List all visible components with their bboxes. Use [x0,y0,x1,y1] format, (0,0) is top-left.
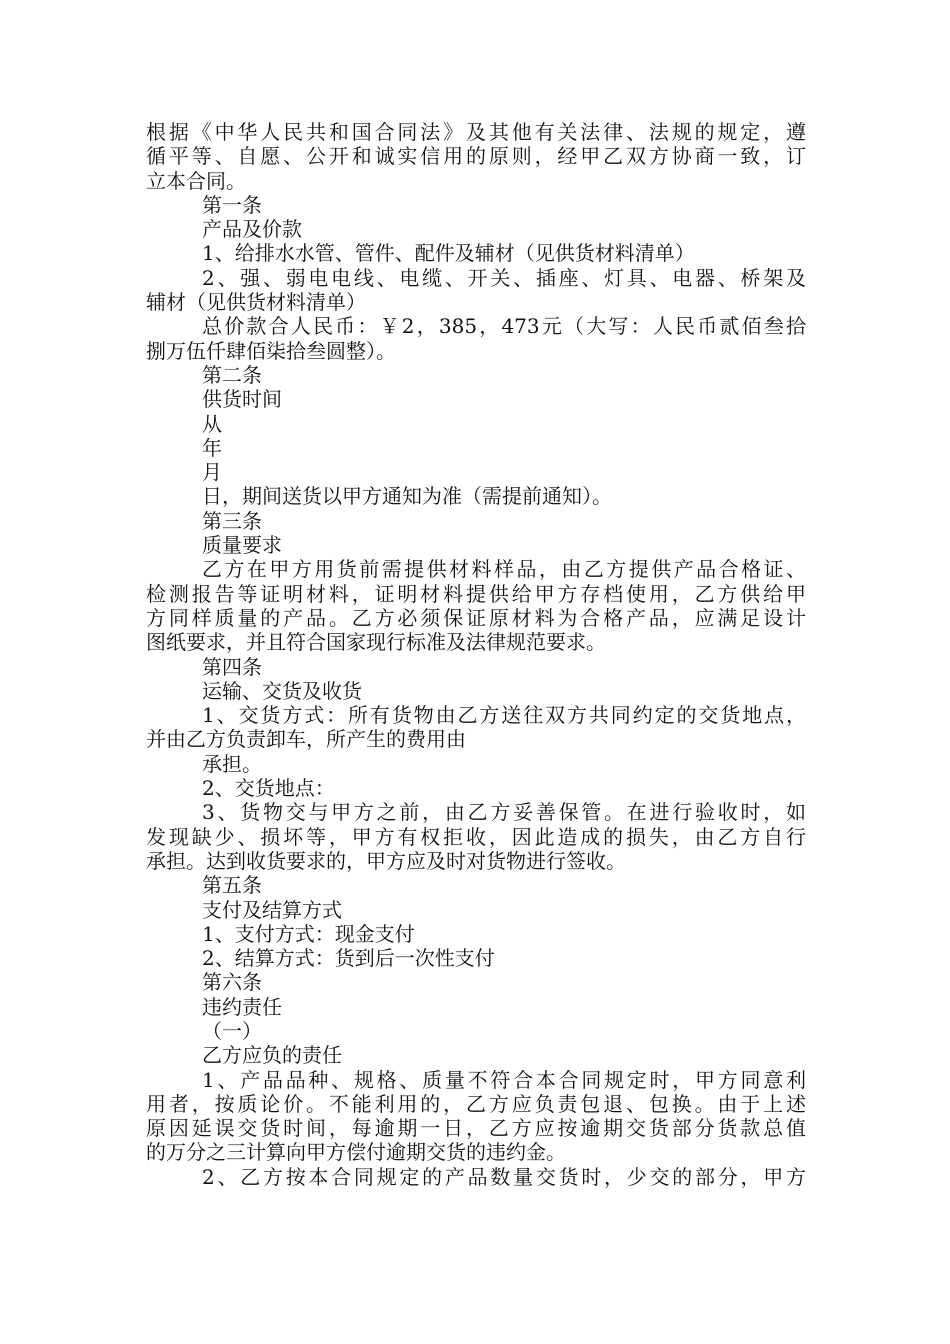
text-line: 循平等、自愿、公开和诚实信用的原则，经甲乙双方协商一致，订 [146,144,806,169]
contract-document [146,120,806,1189]
text-line: 1、支付方式：现金支付 [202,921,415,946]
text-line: 第二条 [202,362,262,387]
text-line: 捌万伍仟肆佰柒拾叁圆整）。 [146,338,396,363]
text-line: 发现缺少、损坏等，甲方有权拒收，因此造成的损失，由乙方自行 [146,824,806,849]
text-line: 月 [202,460,222,485]
text-line: 第一条 [202,192,262,217]
text-line: 用者，按质论价。不能利用的，乙方应负责包退、包换。由于上述 [146,1091,806,1116]
text-line: 承担。达到收货要求的，甲方应及时对货物进行签收。 [146,848,626,873]
text-line: 1、产品品种、规格、质量不符合本合同规定时，甲方同意利 [202,1067,806,1092]
text-line: 承担。 [202,751,262,776]
text-line: 图纸要求，并且符合国家现行标准及法律规范要求。 [146,630,606,655]
text-line: 产品及价款 [202,217,302,242]
text-line: 日，期间送货以甲方通知为准（需提前通知）。 [202,484,612,509]
text-line: 检测报告等证明材料，证明材料提供给甲方存档使用，乙方供给甲 [146,581,806,606]
text-line: 乙方在甲方用货前需提供材料样品，由乙方提供产品合格证、 [202,557,806,582]
text-line: 乙方应负的责任 [202,1043,342,1068]
text-line: 2、强、弱电电线、电缆、开关、插座、灯具、电器、桥架及 [202,265,806,290]
text-line: 从 [202,411,222,436]
text-line: 运输、交货及收货 [202,678,362,703]
text-line: 1、交货方式：所有货物由乙方送往双方共同约定的交货地点， [202,703,806,728]
text-line: 违约责任 [202,994,282,1019]
text-line: 根据《中华人民共和国合同法》及其他有关法律、法规的规定，遵 [146,120,806,144]
text-line: 2、乙方按本合同规定的产品数量交货时，少交的部分，甲方 [202,1164,806,1189]
text-line: 2、结算方式：货到后一次性支付 [202,946,495,971]
text-line: 的万分之三计算向甲方偿付逾期交货的违约金。 [146,1140,566,1165]
text-line: 2、交货地点： [202,776,335,801]
text-line: 第五条 [202,873,262,898]
text-line: 3、货物交与甲方之前，由乙方妥善保管。在进行验收时，如 [202,800,806,825]
text-line: 第四条 [202,654,262,679]
text-line: 方同样质量的产品。乙方必须保证原材料为合格产品，应满足设计 [146,605,806,630]
text-line: 1、给排水水管、管件、配件及辅材（见供货材料清单） [202,241,695,266]
text-line: 年 [202,435,222,460]
text-line: 供货时间 [202,387,282,412]
text-line: （一） [202,1018,262,1043]
text-line: 辅材（见供货材料清单） [146,290,366,315]
text-line: 第三条 [202,508,262,533]
text-line: 并由乙方负责卸车，所产生的费用由 [146,727,466,752]
text-line: 第六条 [202,970,262,995]
text-line: 原因延误交货时间，每逾期一日，乙方应按逾期交货部分货款总值 [146,1116,806,1141]
text-line: 立本合同。 [146,168,246,193]
text-line: 总价款合人民币：￥2，385，473元（大写：人民币贰佰叁拾 [202,314,806,339]
text-line: 支付及结算方式 [202,897,342,922]
text-line: 质量要求 [202,533,282,558]
